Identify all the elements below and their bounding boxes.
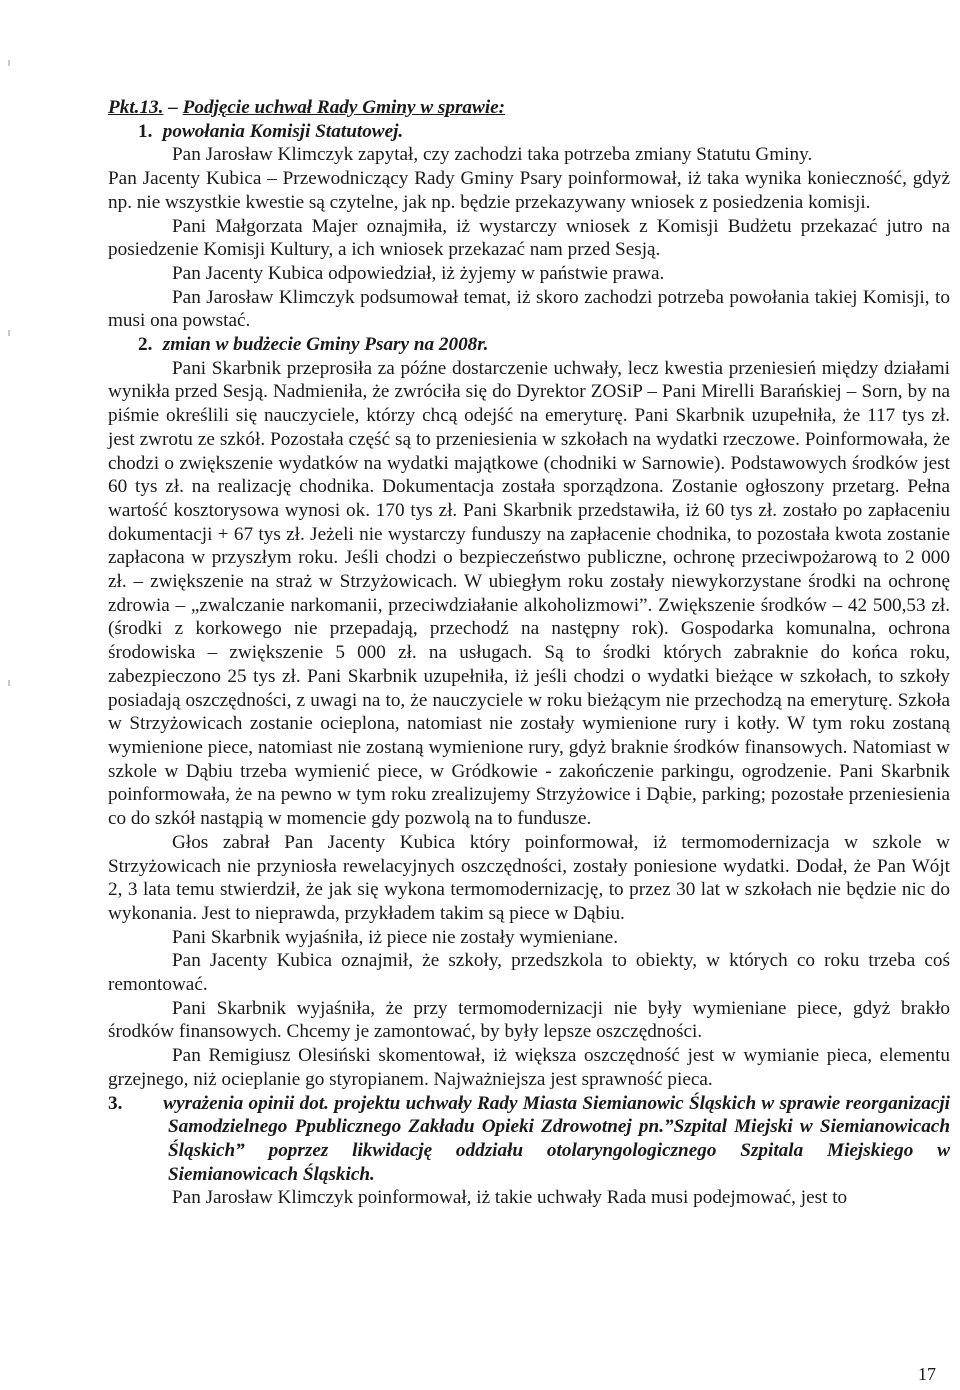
paragraph: Pan Jarosław Klimczyk zapytał, czy zachodzi taka potrzeba zmiany Statutu Gminy. — [172, 144, 813, 166]
paragraph: Pan Jacenty Kubica oznajmił, że szkoły, przedszkola to obiekty, w których co roku trzeba coś remontować. — [108, 950, 950, 996]
page-number: 17 — [918, 1364, 936, 1384]
paragraph: Pan Jarosław Klimczyk podsumował temat, iż skoro zachodzi potrzeba powołania takiej Komisji, to musi ona powstać. — [108, 286, 950, 332]
subsection-2-title: 2. zmian w budżecie Gminy Psary na 2008r. — [138, 334, 489, 356]
heading-title: Podjęcie uchwał Rady Gminy w sprawie: — [182, 97, 506, 118]
paragraph: Pan Jacenty Kubica odpowiedział, iż żyjemy w państwie prawa. — [172, 262, 665, 284]
heading-number: Pkt.13. — [108, 97, 164, 118]
paragraph: Głos zabrał Pan Jacenty Kubica który poinformował, iż termomodernizacja w szkole w Strzyżowicach nie przyniosła rewelacyjnych oszczędności, zostały poniesione wydatki. Dodał, że Pan Wójt 2, 3 lata temu stwierdził, że jak się wykona termomodernizację, to przez 30 lat w szkołach nie będzie nic do wykonania. Jest to nieprawda, przykładem takim są piece w Dąbiu. — [108, 831, 950, 924]
paragraph: Pan Jarosław Klimczyk poinformował, iż takie uchwały Rada musi podejmować, jest to — [172, 1187, 848, 1209]
paragraph: Pani Skarbnik wyjaśniła, iż piece nie zostały wymieniane. — [172, 926, 618, 948]
paragraph: Pani Małgorzata Majer oznajmiła, iż wystarczy wniosek z Komisji Budżetu przekazać jutro na posiedzenie Komisji Kultury, a ich wniosek przekazać nam przed Sesją. — [108, 215, 950, 261]
paragraph: Pan Remigiusz Olesiński skomentował, iż większa oszczędność jest w wymianie pieca, elementu grzejnego, niż ocieplanie go styropianem. Najważniejsza jest sprawność pieca. — [108, 1045, 950, 1090]
heading-dash: – — [168, 97, 178, 118]
paragraph: Pani Skarbnik przeprosiła za późne dostarczenie uchwały, lecz kwestia przeniesień między działami wynikła przed Sesją. Nadmieniła, że zwróciła się do Dyrektor ZOSiP – Pani Mirelli Barańskiej – Sorn, by na piśmie określili się nauczyciele, którzy chcą odejść na emeryturę. Pani Skarbnik uzupełniła, że 117 tys zł. jest zwrotu ze szkół. Pozostała część są to przeniesienia w szkołach na wydatki rzeczowe. Poinformowała, że chodzi o zwiększenie wydatków na wydatki majątkowe (chodniki w Sarnowie). Podstawowych środków jest 60 tys zł. na realizację chodnika. Dokumentacja została sporządzona. Zostanie ogłoszony przetarg. Pełna wartość kosztorysowa wynosi ok. 170 tys zł. Pani Skarbnik przedstawiła, iż 60 tys zł. zostało po zapłaceniu dokumentacji + 67 tys zł. Jeżeli nie wystarczy funduszy na zapłacenie chodnika, to pozostała kwota zostanie zapłacona w przyszłym roku. Jeśli chodzi o bezpieczeństwo publiczne, ochronę przeciwpożarową to 2 000 zł. – zwiększenie na straż w Strzyżowicach. W ubiegłym roku zostały niewykorzystane środki na ochronę zdrowia – „zwalczanie narkomanii, przeciwdziałanie alkoholizmowi”. Zwiększenie środków – 42 500,53 zł. (środki z korkowego nie przepadają, przechodź na następny rok). Gospodarka komunalna, ochrona środowiska – zwiększenie 5 000 zł. na usługach. Są to środki których zabraknie do końca roku, zabezpieczono 25 tys zł. Pani Skarbnik uzupełniła, iż jeśli chodzi o wydatki bieżące w szkołach, to szkoły posiadają oszczędności, z uwagi na to, że nauczyciele w roku bieżącym nie przechodzą na emeryturę. Szkoła w Strzyżowicach zostanie ocieplona, natomiast nie zostały wymienione rury i kotły. W tym roku zostaną wymienione piece, natomiast nie zostaną wymienione rury, gdyż braknie środków finansowych. Natomiast w szkole w Dąbiu trzeba wymienić piece, w Gródkowie - zakończenie parkingu, ogrodzenie. Pani Skarbnik poinformowała, że na pewno w tym roku zrealizujemy Strzyżowice i Dąbie, parking; pozostałe przeniesienia co do szkół nastąpią w momencie gdy pozwolą na to fundusze. — [108, 357, 950, 830]
scan-mark — [8, 330, 10, 336]
section-heading — [108, 96, 950, 120]
scan-mark — [8, 680, 10, 686]
paragraph: Pan Jacenty Kubica – Przewodniczący Rady Gminy Psary poinformował, iż taka wynika konieczność, gdyż np. nie wszystkie kwestie są czytelne, jak np. będzie przekazywany wniosek z posiedzenia komisji. — [108, 168, 950, 213]
paragraph: Pani Skarbnik wyjaśniła, że przy termomodernizacji nie były wymieniane piece, gdyż brakło środków finansowych. Chcemy je zamontować, by były lepsze oszczędności. — [108, 997, 950, 1043]
subsection-1-title: 1. powołania Komisji Statutowej. — [138, 120, 404, 142]
subsection-3-title: 3. wyrażenia opinii dot. projektu uchwały Rady Miasta Siemianowic Śląskich w sprawie reorganizacji Samodzielnego Ppublicznego Zakładu Opieki Zdrowotnej pn.”Szpital Miejski w Siemianowicach Śląskich” poprzez likwidację oddziału otolaryngologicznego Szpitala Miejskiego w Siemianowicach Śląskich. — [108, 1092, 951, 1185]
scan-mark — [8, 60, 10, 66]
document-body — [108, 96, 950, 1210]
